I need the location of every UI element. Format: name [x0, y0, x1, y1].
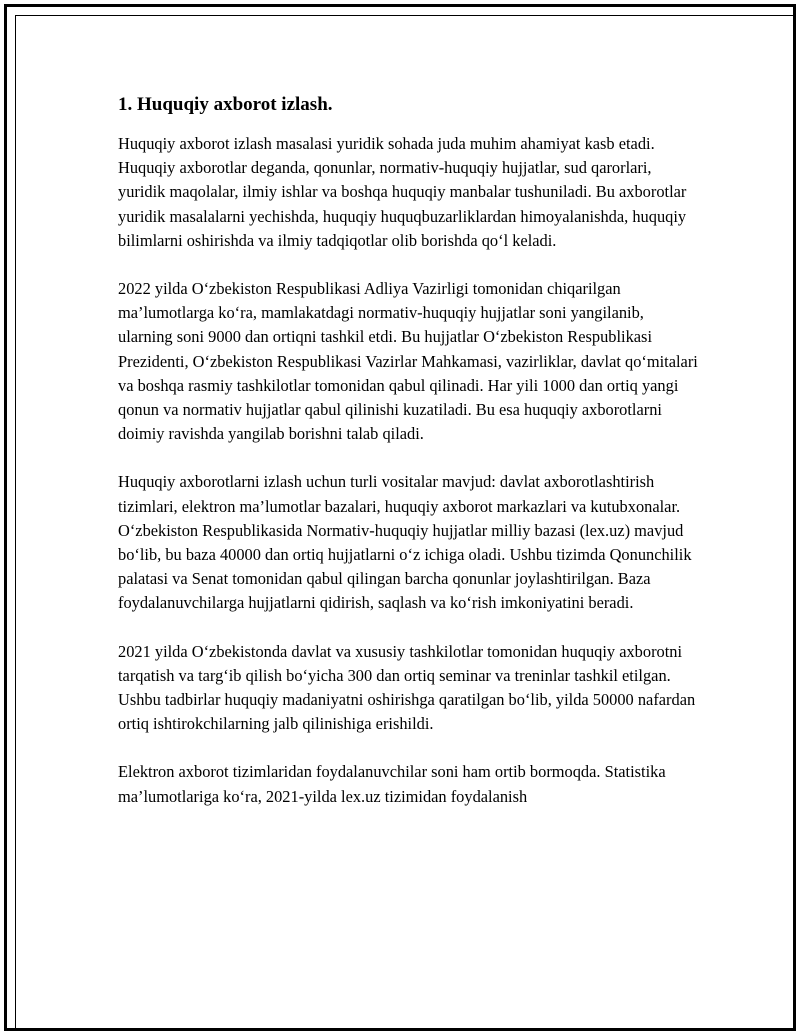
paragraph-users: Elektron axborot tizimlaridan foydalanuvchilar soni ham ortib bormoqda. Statistika ma’lumotlariga ko‘ra, 2021-yilda lex.uz tizimidan foydalanish	[118, 762, 666, 806]
paragraph-adliya-statistics: 2022 yilda O‘zbekiston Respublikasi Adliya Vazirligi tomonidan chiqarilgan ma’lumotlarga ko‘ra, mamlakatdagi normativ-huquqiy hujjatlar soni yangilanib, ularning soni 9000 dan ortiqni tashkil etdi. Bu hujjatlar O‘zbekiston Respublikasi Prezidenti, O‘zbekiston Respublikasi Vazirlar Mahkamasi, vazirliklar, davlat qo‘mitalari va boshqa rasmiy tashkilotlar tomonidan qabul qilinadi. Har yili 1000 dan ortiq yangi qonun va normativ hujjatlar qabul qilinishi kuzatiladi. Bu esa huquqiy axborotlarni doimiy ravishda yangilab borishni talab qiladi.	[118, 279, 698, 444]
document-body	[118, 92, 698, 833]
paragraph-intro: Huquqiy axborot izlash masalasi yuridik sohada juda muhim ahamiyat kasb etadi. Huquqiy axborotlar deganda, qonunlar, normativ-huquqiy hujjatlar, sud qarorlari, yuridik maqolalar, ilmiy ishlar va boshqa huquqiy manbalar tushuniladi. Bu axborotlar yuridik masalalarni yechishda, huquqiy huquqbuzarliklardan himoyalanishda, huquqiy bilimlarni oshirishda va ilmiy tadqiqotlar olib borishda qo‘l keladi.	[118, 134, 687, 250]
paragraph-seminars: 2021 yilda O‘zbekistonda davlat va xususiy tashkilotlar tomonidan huquqiy axborotni tarqatish va targ‘ib qilish bo‘yicha 300 dan ortiq seminar va treninlar tashkil etilgan. Ushbu tadbirlar huquqiy madaniyatni oshirishga qaratilgan bo‘lib, yilda 50000 nafardan ortiq ishtirokchilarning jalb qilinishiga erishildi.	[118, 641, 696, 734]
paragraph-search-tools: Huquqiy axborotlarni izlash uchun turli vositalar mavjud: davlat axborotlashtirish tizimlari, elektron ma’lumotlar bazalari, huquqiy axborot markazlari va kutubxonalar. O‘zbekiston Respublikasida Normativ-huquqiy hujjatlar milliy bazasi (lex.uz) mavjud bo‘lib, bu baza 40000 dan ortiq hujjatlarni o‘z ichiga oladi. Ushbu tizimda Qonunchilik palatasi va Senat tomonidan qabul qilingan barcha qonunlar joylashtirilgan. Baza foydalanuvchilarga hujjatlarni qidirish, saqlash va ko‘rish imkoniyatini beradi.	[118, 472, 692, 613]
section-heading: 1. Huquqiy axborot izlash.	[118, 94, 333, 115]
